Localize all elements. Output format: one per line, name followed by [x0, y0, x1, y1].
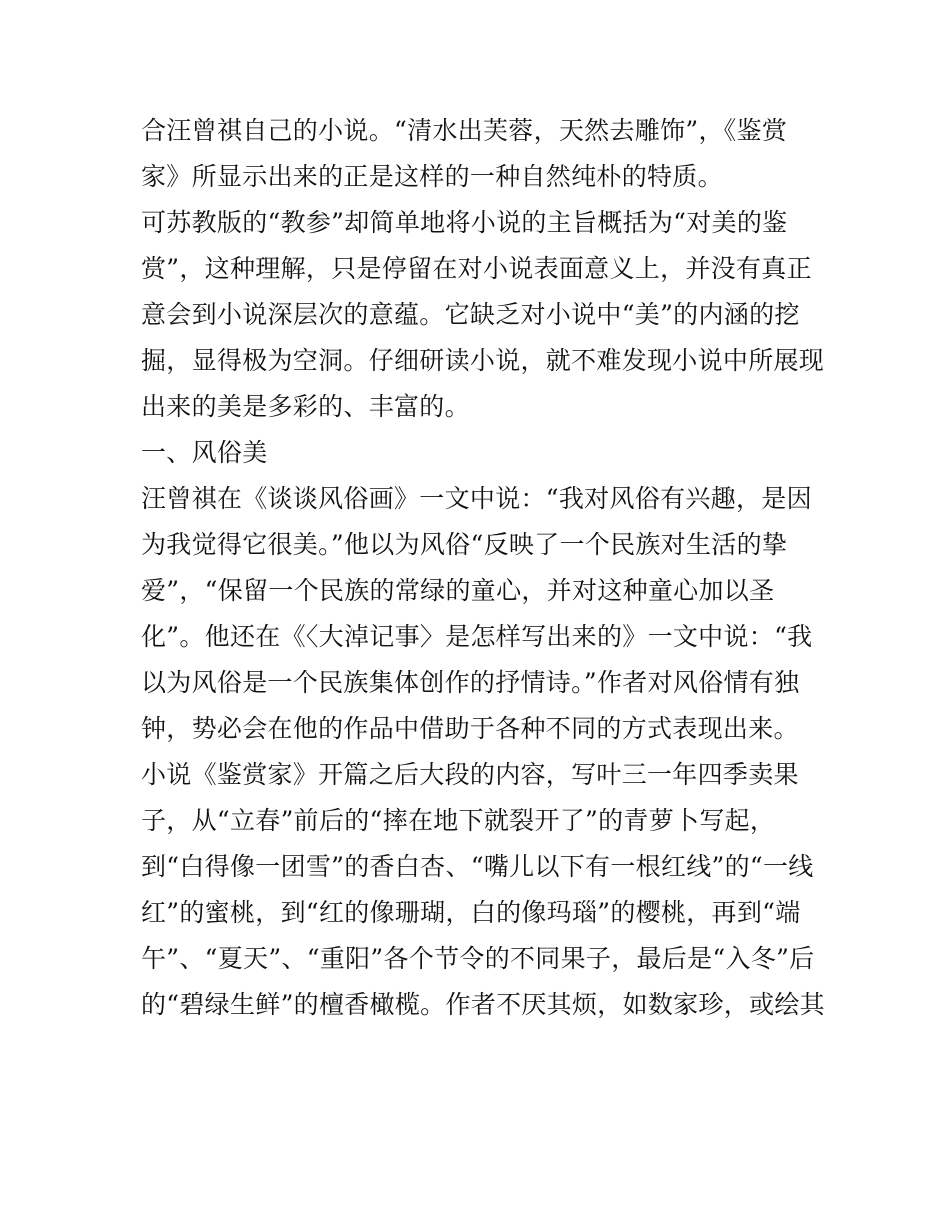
text-line: 家》所显示出来的正是这样的一种自然纯朴的特质。 — [141, 162, 723, 191]
text-line: 掘，显得极为空洞。仔细研读小说，就不难发现小说中所展现 — [141, 346, 825, 375]
text-line: 子，从“立春”前后的“摔在地下就裂开了”的青萝卜写起， — [141, 806, 776, 835]
text-line: 合汪曾祺自己的小说。“清水出芙蓉，天然去雕饰”，《鉴赏 — [141, 116, 788, 145]
text-line: 出来的美是多彩的、丰富的。 — [141, 392, 470, 421]
text-line: 以为风俗是一个民族集体创作的抒情诗。”作者对风俗情有独 — [141, 668, 800, 697]
section-heading: 一、风俗美 — [141, 438, 268, 467]
text-line: 化”。他还在《〈大淖记事〉是怎样写出来的》一文中说：“我 — [141, 622, 813, 651]
text-line: 可苏教版的“教参”却简单地将小说的主旨概括为“对美的鉴 — [141, 208, 788, 237]
text-line: 小说《鉴赏家》开篇之后大段的内容，写叶三一年四季卖果 — [141, 760, 799, 789]
text-line: 的“碧绿生鲜”的檀香橄榄。作者不厌其烦，如数家珍，或绘其 — [141, 990, 825, 1019]
text-line: 为我觉得它很美。”他以为风俗“反映了一个民族对生活的挚 — [141, 530, 788, 559]
text-line: 赏”，这种理解，只是停留在对小说表面意义上，并没有真正 — [141, 254, 812, 283]
text-line: 红”的蜜桃，到“红的像珊瑚，白的像玛瑙”的樱桃，再到“端 — [141, 898, 801, 927]
text-line: 汪曾祺在《谈谈风俗画》一文中说：“我对风俗有兴趣，是因 — [141, 484, 812, 513]
text-line: 意会到小说深层次的意蕴。它缺乏对小说中“美”的内涵的挖 — [141, 300, 800, 329]
text-line: 钟，势必会在他的作品中借助于各种不同的方式表现出来。 — [141, 714, 799, 743]
text-line: 爱”，“保留一个民族的常绿的童心，并对这种童心加以圣 — [141, 576, 775, 605]
text-line: 到“白得像一团雪”的香白杏、“嘴儿以下有一根红线”的“一线 — [141, 852, 814, 881]
document-body — [141, 108, 831, 1028]
text-line: 午”、“夏天”、“重阳”各个节令的不同果子，最后是“入冬”后 — [141, 944, 815, 973]
